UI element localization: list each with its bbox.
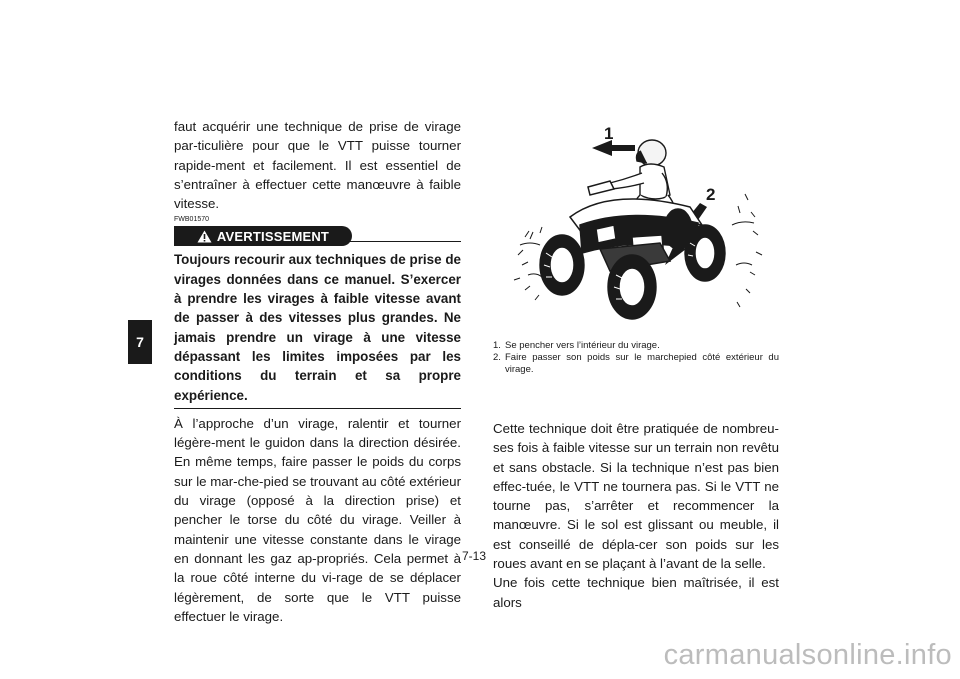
caption-number: 2. xyxy=(493,352,501,363)
caption-2 xyxy=(493,352,779,376)
atv-turning-illustration xyxy=(500,125,770,330)
caption-number: 1. xyxy=(493,340,501,351)
caption-text: Se pencher vers l’intérieur du virage. xyxy=(505,340,660,351)
warning-text: Toujours recourir aux techniques de prise de virages données dans ce manuel. S’exercer à prendre les virages à faible vitesse avant de passer à des vitesses plus grandes. Ne jamais prendre un virage à une vitesse dépassant les limites imposées par les conditions du terrain et sa propre expérience. xyxy=(174,250,461,408)
caption-text: Faire passer son poids sur le marchepied côté extérieur du virage. xyxy=(505,352,779,375)
caption-1 xyxy=(493,340,779,352)
label-1: 1 xyxy=(604,125,614,143)
chapter-tab: 7 xyxy=(128,320,152,364)
warning-badge xyxy=(174,226,352,246)
left-column xyxy=(174,117,461,626)
warning-header xyxy=(174,226,461,246)
warning-code: FWB01570 xyxy=(174,216,210,224)
right-column xyxy=(493,419,779,612)
warning-label: AVERTISSEMENT xyxy=(216,228,330,244)
wheel-rear-left xyxy=(664,209,692,249)
right-paragraph-2: Une fois cette technique bien maîtrisée, il est alors xyxy=(493,575,779,610)
body-paragraph: À l’approche d’un virage, ralentir et tourner légère-ment le guidon dans la direction désirée. En même temps, faire passer le poids du corps sur le mar-che-pied se trouvant au côté extérieur du virage (opposé à la direction prise) et pencher le torse du côté du virage. Veiller à maintenir une vitesse constante dans le virage en donnant les gaz ap-propriés. Cela permet à la roue côté interne du vi-rage de se déplacer légèrement, de sorte que le VTT puisse effectuer le virage. xyxy=(174,415,461,624)
right-paragraph: Cette technique doit être pratiquée de nombreu-ses fois à faible vitesse sur un terrain non revêtu et sans obstacle. Si la technique n’est pas bien effec-tuée, le VTT ne tournera pas. Si le VTT ne tourne pas, s’arrêter et recommencer la manœuvre. Si le sol est glissant ou meuble, il est conseillé de dépla-cer son poids sur les roues avant en se plaçant à l’avant de la selle. xyxy=(493,421,779,572)
watermark[interactable]: carmanualsonline.info xyxy=(663,639,952,671)
label-2: 2 xyxy=(706,185,716,204)
arrow-1 xyxy=(592,140,635,156)
warning-triangle-icon xyxy=(197,230,212,243)
page-number: 7-13 xyxy=(462,549,487,563)
figure-captions xyxy=(493,340,779,376)
intro-paragraph: faut acquérir une technique de prise de virage par-ticulière pour que le VTT puisse tourner rapide-ment et facilement. Il est essentiel de s’entraîner à effectuer cette manœuvre à faible vitesse. xyxy=(174,119,461,212)
